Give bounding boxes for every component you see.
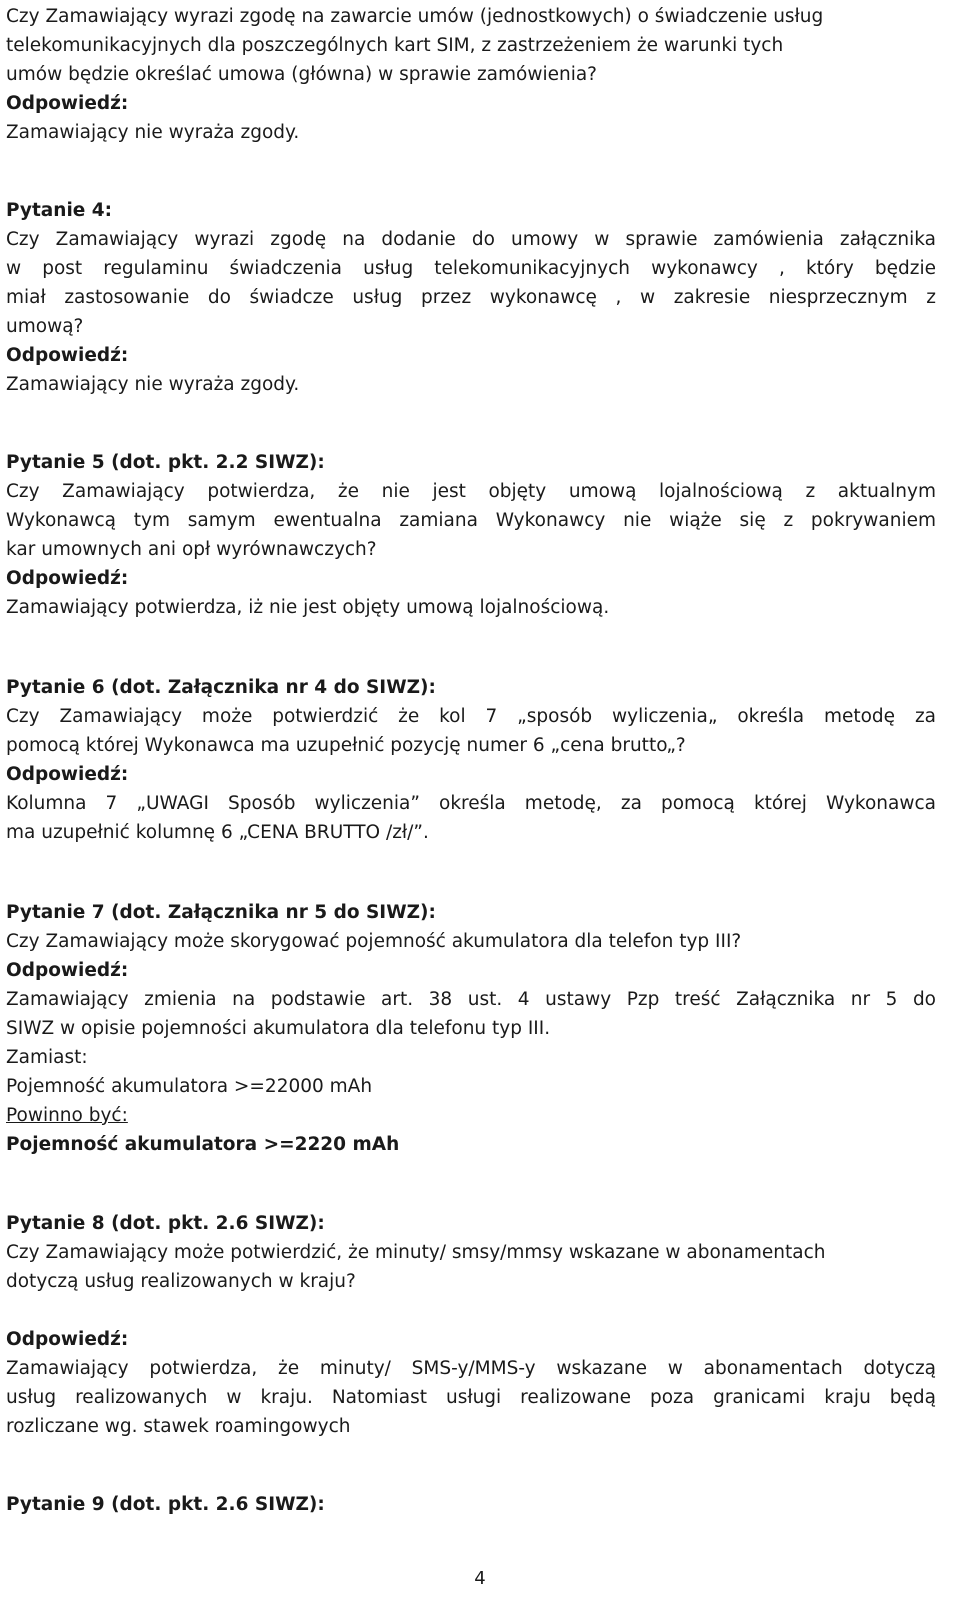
question-block-7 [6,898,936,1159]
question-text-line: w post regulaminu świadczenia usług telekomunikacyjnych wykonawcy , który będzie [6,258,936,279]
question-text-line: pomocą której Wykonawca ma uzupełnić pozycję numer 6 „cena brutto„? [6,735,686,756]
question-heading: Pytanie 9 (dot. pkt. 2.6 SIWZ): [6,1494,325,1515]
question-heading: Pytanie 7 (dot. Załącznika nr 5 do SIWZ): [6,902,436,923]
question-text-line: Czy Zamawiający potwierdza, że nie jest objęty umową lojalnościową z aktualnym [6,481,936,502]
answer-text-line: SIWZ w opisie pojemności akumulatora dla telefonu typ III. [6,1018,551,1039]
question-text-line: Czy Zamawiający wyrazi zgodę na zawarcie umów (jednostkowych) o świadczenie usług [6,6,824,27]
answer-label: Odpowiedź: [6,345,129,366]
question-text-line: Wykonawcą tym samym ewentualna zamiana Wykonawcy nie wiąże się z pokrywaniem [6,510,936,531]
question-block-5 [6,448,936,622]
answer-text-line: Kolumna 7 „UWAGI Sposób wyliczenia” określa metodę, za pomocą której Wykonawca [6,793,936,814]
answer-label: Odpowiedź: [6,568,129,589]
answer-text-line: ma uzupełnić kolumnę 6 „CENA BRUTTO /zł/”. [6,822,429,843]
question-text-line: Czy Zamawiający może potwierdzić że kol 7 „sposób wyliczenia„ określa metodę za [6,706,936,727]
page-number: 4 [474,1568,486,1589]
question-text-line: umów będzie określać umowa (główna) w sprawie zamówienia? [6,64,598,85]
zamiast-value: Pojemność akumulatora >=22000 mAh [6,1076,373,1097]
answer-label: Odpowiedź: [6,960,129,981]
answer-text-line: rozliczane wg. stawek roamingowych [6,1416,351,1437]
question-text-line: Czy Zamawiający wyrazi zgodę na dodanie do umowy w sprawie zamówienia załącznika [6,229,936,250]
spacer [6,1296,936,1325]
answer-text-line: Zamawiający zmienia na podstawie art. 38 ust. 4 ustawy Pzp treść Załącznika nr 5 do [6,989,936,1010]
question-block-6 [6,673,936,847]
question-block-8 [6,1209,936,1441]
answer-text-line: Zamawiający nie wyraża zgody. [6,374,300,395]
answer-text-line: usług realizowanych w kraju. Natomiast usługi realizowane poza granicami kraju będą [6,1387,936,1408]
question-heading: Pytanie 8 (dot. pkt. 2.6 SIWZ): [6,1213,325,1234]
question-text-line: Czy Zamawiający może potwierdzić, że minuty/ smsy/mmsy wskazane w abonamentach [6,1242,826,1263]
question-heading: Pytanie 5 (dot. pkt. 2.2 SIWZ): [6,452,325,473]
question-heading: Pytanie 6 (dot. Załącznika nr 4 do SIWZ): [6,677,436,698]
question-text-line: umową? [6,316,84,337]
powinno-value: Pojemność akumulatora >=2220 mAh [6,1134,400,1155]
answer-label: Odpowiedź: [6,764,129,785]
question-heading: Pytanie 4: [6,200,113,221]
question-text-line: Czy Zamawiający może skorygować pojemność akumulatora dla telefon typ III? [6,931,742,952]
powinno-label: Powinno być: [6,1105,128,1126]
answer-label: Odpowiedź: [6,93,129,114]
question-text-line: kar umownych ani opł wyrównawczych? [6,539,377,560]
question-text-line: miał zastosowanie do świadcze usług przez wykonawcę , w zakresie niesprzecznym z [6,287,936,308]
answer-text-line: Zamawiający potwierdza, że minuty/ SMS-y/MMS-y wskazane w abonamentach dotyczą [6,1358,936,1379]
question-block-intro [6,2,936,147]
answer-text-line: Zamawiający nie wyraża zgody. [6,122,300,143]
question-text-line: dotyczą usług realizowanych w kraju? [6,1271,356,1292]
answer-text-line: Zamawiający potwierdza, iż nie jest objęty umową lojalnościową. [6,597,610,618]
question-text-line: telekomunikacyjnych dla poszczególnych kart SIM, z zastrzeżeniem że warunki tych [6,35,784,56]
question-block-9 [6,1490,936,1519]
answer-label: Odpowiedź: [6,1329,129,1350]
zamiast-label: Zamiast: [6,1047,88,1068]
question-block-4 [6,196,936,399]
